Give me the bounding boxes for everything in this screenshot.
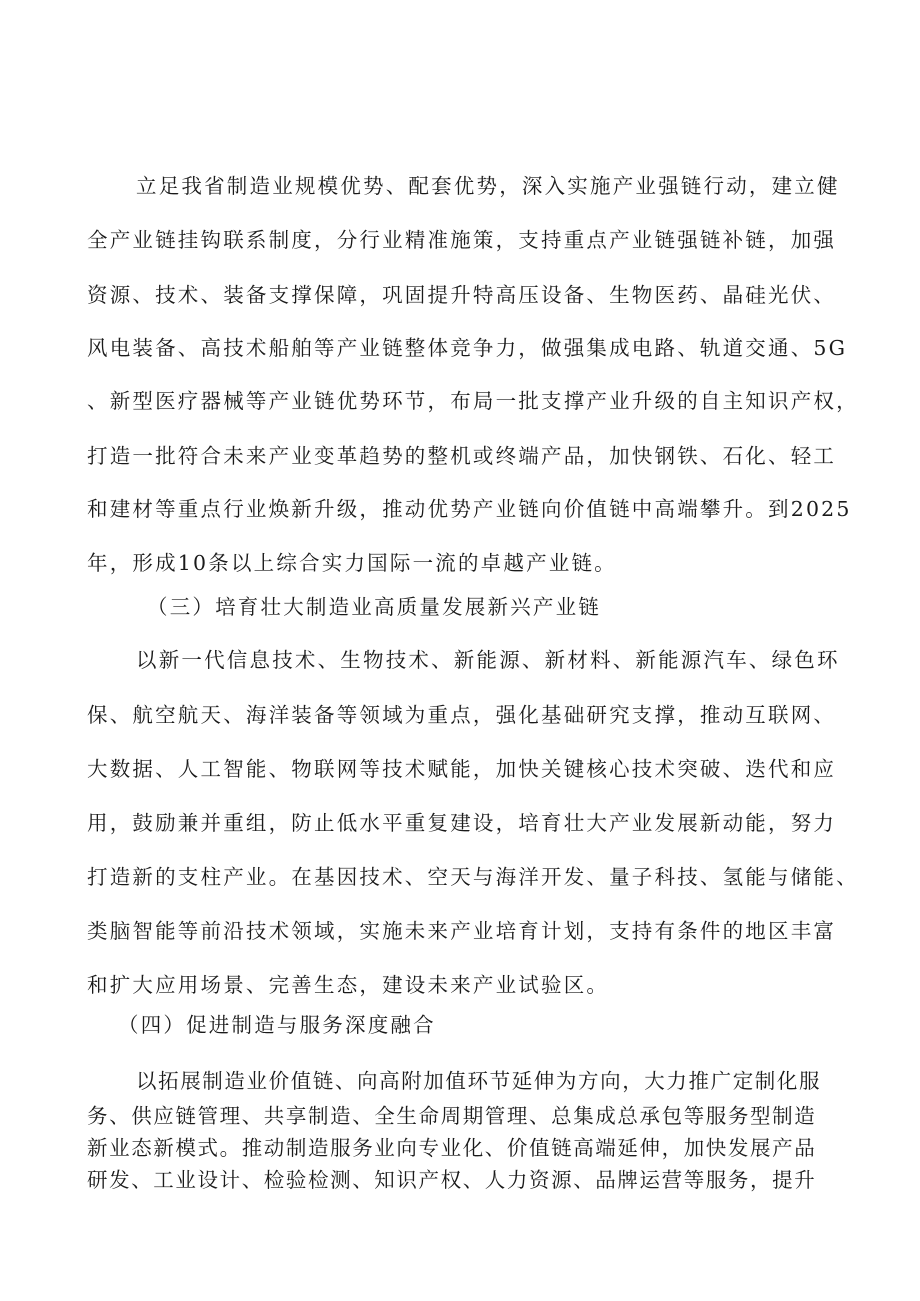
text-line: 务、供应链管理、共享制造、全生命周期管理、总集成总承包等服务型制造	[87, 1104, 817, 1128]
text-line: 年，形成10条以上综合实力国际一流的卓越产业链。	[87, 551, 617, 575]
text-line: 资源、技术、装备支撑保障，巩固提升特高压设备、生物医药、晶硅光伏、	[87, 283, 837, 307]
text-line: 以拓展制造业价值链、向高附加值环节延伸为方向，大力推广定制化服	[136, 1069, 822, 1093]
text-line: 打造一批符合未来产业变革趋势的整机或终端产品，加快钢铁、石化、轻工	[87, 444, 837, 468]
text-line: 全产业链挂钩联系制度，分行业精准施策，支持重点产业链强链补链，加强	[87, 228, 837, 252]
text-line: 和扩大应用场景、完善生态，建设未来产业试验区。	[87, 973, 610, 997]
text-line: 以新一代信息技术、生物技术、新能源、新材料、新能源汽车、绿色环	[136, 648, 840, 672]
text-line: 立足我省制造业规模优势、配套优势，深入实施产业强链行动，建立健	[136, 174, 840, 198]
section-heading-3: （三）培育壮大制造业高质量发展新兴产业链	[147, 595, 601, 619]
text-line: 和建材等重点行业焕新升级，推动优势产业链向价值链中高端攀升。到2025	[87, 497, 852, 521]
text-line: 研发、工业设计、检验检测、知识产权、人力资源、品牌运营等服务，提升	[87, 1168, 817, 1192]
text-line: 大数据、人工智能、物联网等技术赋能，加快关键核心技术突破、迭代和应	[87, 757, 837, 781]
text-line: 用，鼓励兼并重组，防止低水平重复建设，培育壮大产业发展新动能，努力	[87, 811, 837, 835]
text-line: 、新型医疗器械等产业链优势环节，布局一批支撑产业升级的自主知识产权，	[87, 389, 859, 413]
text-line: 风电装备、高技术船舶等产业链整体竞争力，做强集成电路、轨道交通、5G	[87, 336, 848, 360]
text-line: 新业态新模式。推动制造服务业向专业化、价值链高端延伸，加快发展产品	[87, 1136, 817, 1160]
text-line: 类脑智能等前沿技术领域，实施未来产业培育计划，支持有条件的地区丰富	[87, 919, 837, 943]
text-line: 保、航空航天、海洋装备等领域为重点，强化基础研究支撑，推动互联网、	[87, 703, 837, 727]
text-line: 打造新的支柱产业。在基因技术、空天与海洋开发、量子科技、氢能与储能、	[87, 865, 859, 889]
section-heading-4: （四）促进制造与服务深度融合	[118, 1013, 436, 1037]
